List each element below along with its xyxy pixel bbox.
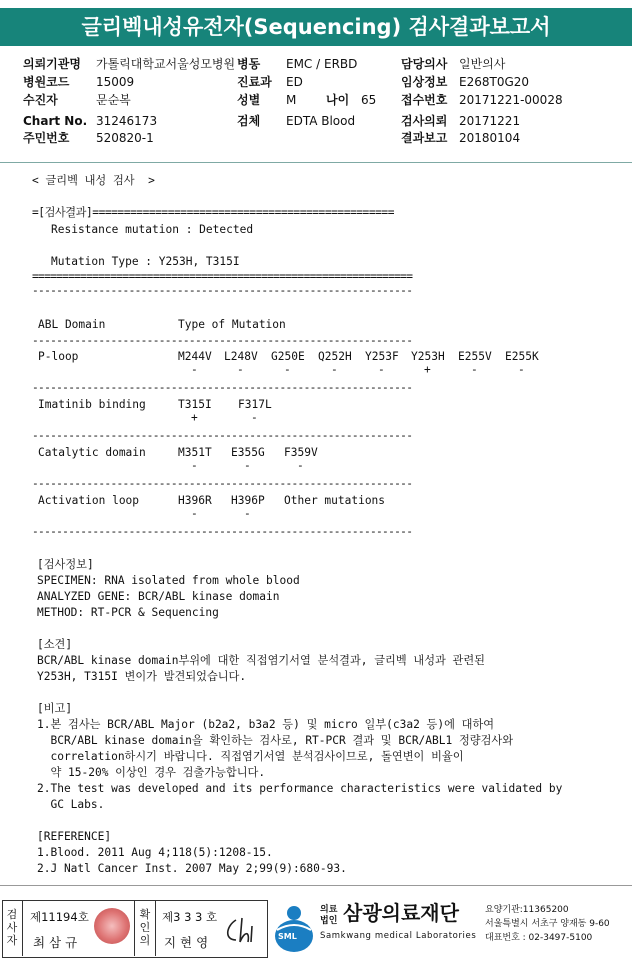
header-value: 가톨릭대학교서울성모병원 [96, 57, 236, 71]
header-value: ED [286, 75, 303, 89]
info-line: ANALYZED GENE: BCR/ABL kinase domain [37, 590, 280, 603]
single-separator: --------------------------------------------------------------- [32, 286, 413, 296]
mutation-name: E355G [231, 446, 265, 459]
mutation-result: - [191, 459, 198, 472]
header-label: 검사의뢰 [401, 114, 448, 128]
reference-title: [REFERENCE] [37, 830, 112, 843]
org-phone: 대표번호 : 02-3497-5100 [485, 933, 593, 943]
single-separator: --------------------------------------------------------------- [32, 431, 413, 441]
mutation-name: F359V [284, 446, 318, 459]
label-char: 의 [139, 934, 151, 947]
domain-name: Imatinib binding [38, 398, 146, 411]
mutation-name: E255V [458, 350, 492, 363]
note-line: 1.본 검사는 BCR/ABL Major (b2a2, b3a2 등) 및 micro 일부(c3a2 등)에 대하여 [37, 718, 495, 731]
confirm-name: 지 현 영 [164, 935, 209, 950]
confirm-label [138, 908, 152, 947]
mutation-name: F317L [238, 398, 272, 411]
note-line: correlation하시기 바랍니다. 직접염기서열 분석검사이므로, 돌연변이 비율이 [37, 750, 464, 763]
header-label: 병동 [237, 57, 261, 71]
info-line: SPECIMEN: RNA isolated from whole blood [37, 574, 300, 587]
header-label: 병원코드 [23, 75, 70, 89]
tester-license: 제11194호 [30, 910, 89, 924]
header-label: 주민번호 [23, 131, 70, 145]
finding-line: BCR/ABL kinase domain부위에 대한 직접염기서열 분석결과, 글리벡 내성과 관련된 [37, 654, 485, 667]
mutation-name: L248V [224, 350, 258, 363]
note-title: [비고] [37, 702, 73, 715]
mutation-type: Mutation Type : Y253H, T315I [51, 255, 240, 268]
mutation-name: Other mutations [284, 494, 386, 507]
header-label: 결과보고 [401, 131, 448, 145]
seal-stamp [94, 908, 130, 944]
header-value: 520820-1 [96, 131, 154, 145]
header-value: EDTA Blood [286, 114, 356, 128]
mutation-name: Y253H [411, 350, 445, 363]
header-value: 20171221-00028 [459, 93, 563, 107]
confirm-license: 제3 3 3 호 [162, 910, 218, 924]
header-label: Chart No. [23, 114, 88, 128]
note-line: 약 15-20% 이상인 경우 검출가능합니다. [37, 766, 266, 779]
footer [0, 898, 632, 965]
mutation-result: - [518, 363, 525, 376]
mutation-result: - [244, 459, 251, 472]
header-value: 20180104 [459, 131, 521, 145]
info-title: [검사정보] [37, 558, 94, 571]
mutation-result: - [471, 363, 478, 376]
mutation-result: - [191, 507, 198, 520]
single-separator: --------------------------------------------------------------- [32, 383, 413, 393]
mutation-result: + [191, 411, 198, 424]
mutation-result: - [297, 459, 304, 472]
header-value: E268T0G20 [459, 75, 530, 89]
header-value: 15009 [96, 75, 135, 89]
note-line: BCR/ABL kinase domain을 확인하는 검사로, RT-PCR 결과 및 BCR/ABL1 정량검사와 [37, 734, 514, 747]
label-char: 사 [6, 921, 18, 934]
header-label: 담당의사 [401, 57, 448, 71]
mutation-result: - [244, 507, 251, 520]
org-name: 삼광의료재단 [343, 901, 459, 925]
mutation-name: Q252H [318, 350, 352, 363]
header-value: 65 [361, 93, 377, 107]
mutation-result: - [331, 363, 338, 376]
label-char: 검 [6, 908, 18, 921]
mutation-name: T315I [178, 398, 212, 411]
header-label: 임상정보 [401, 75, 448, 89]
info-line: METHOD: RT-PCR & Sequencing [37, 606, 219, 619]
header-value: EMC / ERBD [286, 57, 358, 71]
mutation-result: - [237, 363, 244, 376]
column-domain: ABL Domain [38, 318, 106, 331]
header-label: 의뢰기관명 [23, 57, 81, 71]
column-mutation-type: Type of Mutation [178, 318, 286, 331]
header-label: 접수번호 [401, 93, 448, 107]
report-heading: < 글리벡 내성 검사 > [32, 174, 155, 187]
mutation-name: M351T [178, 446, 212, 459]
mutation-result: + [424, 363, 431, 376]
note-line: GC Labs. [37, 798, 105, 811]
logo-text: SML [278, 932, 297, 941]
mutation-name: M244V [178, 350, 212, 363]
reference-line: 1.Blood. 2011 Aug 4;118(5):1208-15. [37, 846, 273, 859]
reference-line: 2.J Natl Cancer Inst. 2007 May 2;99(9):680-93. [37, 862, 347, 875]
header-divider [0, 162, 632, 163]
header-label: 검체 [237, 114, 261, 128]
org-prefix-1: 의료 [320, 905, 338, 915]
mutation-name: G250E [271, 350, 305, 363]
mutation-name: H396P [231, 494, 265, 507]
mutation-result: - [251, 411, 258, 424]
result-line: =[검사결과]================================================ [32, 206, 394, 219]
header-value: 31246173 [96, 114, 158, 128]
mutation-result: - [284, 363, 291, 376]
single-separator: --------------------------------------------------------------- [32, 479, 413, 489]
mutation-result: - [191, 363, 198, 376]
header-label: 성별 [237, 93, 261, 107]
domain-name: Catalytic domain [38, 446, 146, 459]
label-char: 확 [139, 908, 151, 921]
header-label: 나이 [326, 93, 350, 107]
header-label: 진료과 [237, 75, 272, 89]
single-separator: --------------------------------------------------------------- [32, 527, 413, 537]
header-value: 문순복 [96, 93, 131, 107]
domain-name: Activation loop [38, 494, 140, 507]
tester-label [5, 908, 19, 947]
header-value: 일반의사 [459, 57, 506, 71]
note-line: 2.The test was developed and its performance characteristics were validated by [37, 782, 563, 795]
mutation-name: E255K [505, 350, 539, 363]
report-title: 글리벡내성유전자(Sequencing) 검사결과보고서 [0, 8, 632, 46]
finding-title: [소견] [37, 638, 73, 651]
footer-divider [0, 885, 632, 886]
header-label: 수진자 [23, 93, 58, 107]
org-prefix-2: 법인 [320, 916, 338, 926]
single-separator: --------------------------------------------------------------- [32, 336, 413, 346]
header-value: 20171221 [459, 114, 521, 128]
mutation-name: Y253F [365, 350, 399, 363]
mutation-result: - [378, 363, 385, 376]
resistance-status: Resistance mutation : Detected [51, 223, 254, 236]
tester-name: 최 삼 규 [33, 935, 78, 950]
org-address: 서울특별시 서초구 양재동 9-60 [485, 919, 610, 929]
label-char: 인 [139, 921, 151, 934]
org-code: 요양기관:11365200 [485, 905, 569, 915]
domain-name: P-loop [38, 350, 79, 363]
header-value: M [286, 93, 297, 107]
mutation-name: H396R [178, 494, 212, 507]
signature-icon [222, 912, 260, 948]
org-english-name: Samkwang medical Laboratories [320, 931, 477, 941]
double-separator: =============================================================== [32, 272, 413, 282]
label-char: 자 [6, 934, 18, 947]
finding-line: Y253H, T315I 변이가 발견되었습니다. [37, 670, 247, 683]
